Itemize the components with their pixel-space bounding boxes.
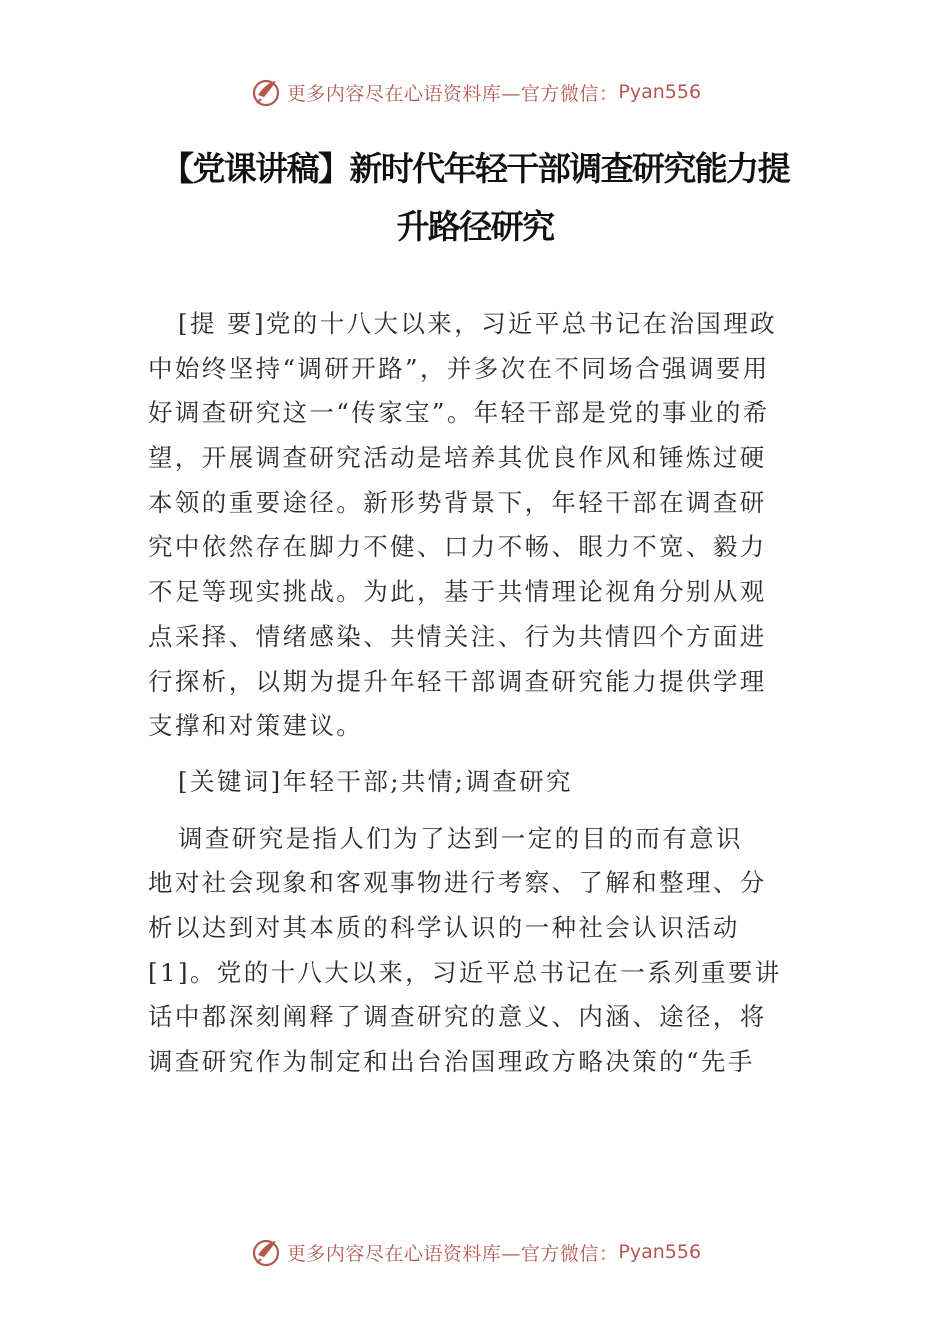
watermark-wechat-id: Pyan556 bbox=[618, 81, 702, 103]
abstract-line: 究中依然存在脚力不健、口力不畅、眼力不宽、毅力 bbox=[148, 532, 767, 562]
document-title bbox=[150, 140, 800, 256]
paragraph-line: [1]。党的十八大以来，习近平总书记在一系列重要讲 bbox=[148, 957, 782, 987]
abstract-line: [提 要]党的十八大以来，习近平总书记在治国理政 bbox=[178, 309, 778, 338]
abstract-line: 支撑和对策建议。 bbox=[148, 711, 364, 741]
footer-watermark bbox=[0, 1230, 950, 1274]
abstract-paragraph bbox=[148, 302, 810, 749]
header-watermark bbox=[0, 70, 950, 114]
abstract-line: 不足等现实挑战。为此，基于共情理论视角分别从观 bbox=[148, 577, 767, 607]
abstract-line: 中始终坚持“调研开路”，并多次在不同场合强调要用 bbox=[148, 353, 770, 383]
paragraph-line: 调查研究是指人们为了达到一定的目的而有意识 bbox=[178, 823, 743, 853]
intro-paragraph bbox=[148, 817, 810, 1085]
title-line-2: 升路径研究 bbox=[396, 207, 554, 246]
abstract-line: 点采择、情绪感染、共情关注、行为共情四个方面进 bbox=[148, 621, 767, 651]
brush-logo-icon bbox=[249, 75, 283, 109]
document-body bbox=[148, 302, 810, 1085]
watermark-wechat-id: Pyan556 bbox=[618, 1241, 702, 1263]
abstract-line: 望，开展调查研究活动是培养其优良作风和锤炼过硬 bbox=[148, 443, 767, 473]
watermark-text: 更多内容尽在心语资料库—官方微信： bbox=[286, 1242, 619, 1265]
paragraph-line: 地对社会现象和客观事物进行考察、了解和整理、分 bbox=[148, 868, 767, 898]
abstract-line: 本领的重要途径。新形势背景下，年轻干部在调查研 bbox=[148, 487, 767, 517]
keywords-line: [关键词]年轻干部;共情;调查研究 bbox=[178, 766, 573, 796]
title-line-1: 【党课讲稿】新时代年轻干部调查研究能力提 bbox=[160, 149, 789, 188]
abstract-line: 行探析，以期为提升年轻干部调查研究能力提供学理 bbox=[148, 666, 767, 696]
paragraph-line: 话中都深刻阐释了调查研究的意义、内涵、途径，将 bbox=[148, 1002, 767, 1032]
watermark-text: 更多内容尽在心语资料库—官方微信： bbox=[286, 82, 619, 105]
abstract-line: 好调查研究这一“传家宝”。年轻干部是党的事业的希 bbox=[148, 398, 770, 428]
brush-logo-icon bbox=[249, 1235, 283, 1269]
paragraph-line: 析以达到对其本质的科学认识的一种社会认识活动 bbox=[148, 912, 740, 942]
paragraph-line: 调查研究作为制定和出台治国理政方略决策的“先手 bbox=[148, 1047, 755, 1076]
